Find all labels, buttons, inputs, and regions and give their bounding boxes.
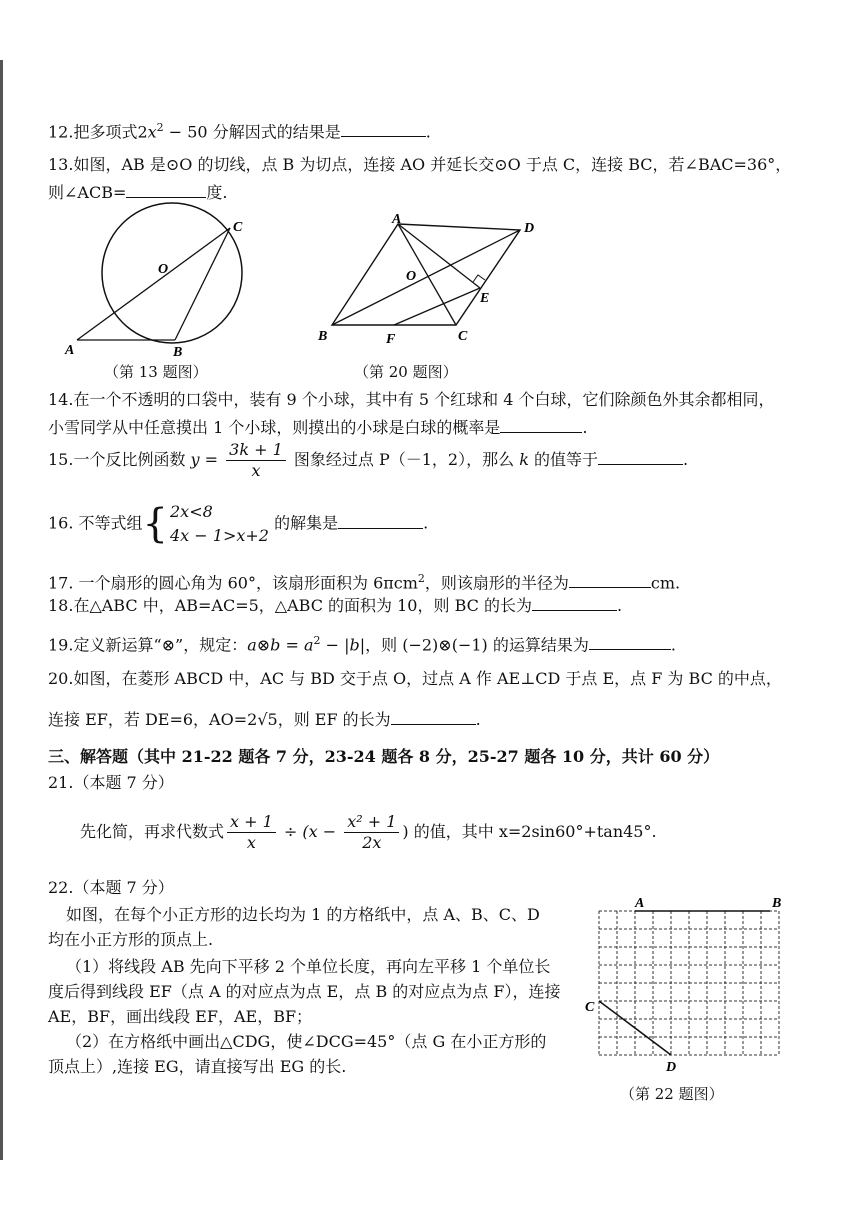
- question-14-line2: [48, 416, 587, 439]
- q14-answer-blank[interactable]: [500, 416, 582, 433]
- fig20-label-b: B: [318, 329, 328, 344]
- q15-text: 15.一个反比例函数: [48, 450, 191, 469]
- q16-text-post: 的解集是: [268, 513, 339, 533]
- q21-numerator-2: x² + 1: [344, 812, 399, 833]
- q22-para-2: 均在小正方形的顶点上.: [48, 930, 214, 949]
- q22-para-4: 度后得到线段 EF（点 A 的对应点为点 E，点 B 的对应点为点 F），连接: [48, 982, 561, 1001]
- q21-denominator-1: x: [246, 833, 256, 852]
- q21-div: ÷ (x −: [278, 822, 342, 841]
- q19-rule: a⊗b = a: [247, 635, 314, 655]
- q17-text-post: ，则该扇形的半径为: [424, 573, 569, 593]
- fig20-caption: （第 20 题图）: [354, 363, 458, 381]
- q19-text-mid: ，则 (−2)⊗(−1) 的运算结果为: [365, 635, 589, 655]
- question-21-header: 21.（本题 7 分）: [48, 773, 174, 792]
- fig13-caption: （第 13 题图）: [104, 363, 208, 381]
- q18-end: .: [616, 596, 623, 615]
- q17-unit: cm.: [650, 573, 681, 593]
- fig13-label-a: A: [65, 343, 75, 358]
- q18-text: 18.在△ABC 中，AB=AC=5，△ABC 的面积为 10，则 BC 的长为: [48, 596, 532, 615]
- q13-text-post: 度.: [206, 183, 228, 202]
- q16-text: 16. 不等式组: [48, 513, 143, 533]
- question-15: [48, 440, 688, 481]
- q20-text-post: ，则 EF 的长为: [277, 710, 391, 729]
- fig20-right-angle: [473, 275, 485, 282]
- q19-answer-blank[interactable]: [589, 633, 671, 650]
- q17-text: 17. 一个扇形的圆心角为 60°，该扇形面积为 6πcm: [48, 573, 418, 593]
- q15-y: y: [190, 450, 200, 469]
- q20-text: 连接 EF，若 DE=6，AO=: [48, 710, 248, 729]
- q21-text: 先化简，再求代数式: [80, 822, 225, 841]
- q15-fraction: [226, 440, 286, 481]
- q16-end: .: [423, 513, 429, 533]
- fig22-grid-lines: [599, 911, 779, 1055]
- q12-exp: 2: [156, 121, 164, 134]
- q21-numerator-1: x + 1: [227, 812, 276, 833]
- q20-value: 2√5: [247, 710, 278, 729]
- fig22-caption: （第 22 题图）: [620, 1085, 724, 1103]
- q16-inequality-1: 2x<8: [170, 502, 213, 521]
- question-16: [48, 500, 428, 548]
- question-13-line1: 13.如图，AB 是⊙O 的切线，点 B 为切点，连接 AO 并延长交⊙O 于点 C，连接 BC，若∠BAC=36°，: [48, 155, 792, 174]
- q15-numerator: 3k + 1: [226, 440, 286, 461]
- fig20-label-a: A: [392, 212, 402, 227]
- q17-sup: 2: [417, 572, 425, 585]
- q12-answer-blank[interactable]: [341, 120, 426, 137]
- q15-answer-blank[interactable]: [598, 448, 683, 465]
- q21-fraction-2: [344, 812, 399, 853]
- fig20-label-d: D: [524, 221, 535, 236]
- fig22-label-d: D: [666, 1060, 677, 1073]
- figure-22-grid: [582, 893, 802, 1073]
- q12-text: 12.把多项式: [48, 122, 138, 142]
- fig22-label-a: A: [635, 896, 645, 911]
- q17-answer-blank[interactable]: [569, 571, 651, 588]
- q15-end: .: [683, 450, 689, 469]
- q16-brace: {: [142, 501, 168, 547]
- fig20-label-o: O: [406, 269, 417, 284]
- q22-para-6: （2）在方格纸中画出△CDG，使∠DCG=45°（点 G 在小正方形的: [66, 1032, 547, 1051]
- question-21: [80, 812, 657, 853]
- q19-rule-b: − |b|: [320, 635, 366, 655]
- fig20-label-c: C: [458, 329, 468, 344]
- question-17: [48, 568, 680, 594]
- page-left-border: [0, 60, 3, 1160]
- q19-rule-sup: 2: [313, 634, 321, 647]
- q15-text-mid: 图象经过点 P（－1，2），那么: [288, 450, 520, 469]
- q16-system: [170, 500, 269, 548]
- q21-text-post: ) 的值，其中 x=2sin60°+tan45°.: [402, 822, 657, 841]
- fig13-label-b: B: [173, 345, 183, 360]
- question-14-line1: 14.在一个不透明的口袋中，装有 9 个小球，其中有 5 个红球和 4 个白球，它们除颜色外其余都相同，: [48, 390, 775, 409]
- figure-20: [310, 210, 550, 345]
- question-12: [48, 117, 431, 143]
- q19-text: 19.定义新运算“⊗”，规定：: [48, 635, 248, 655]
- q13-answer-blank[interactable]: [126, 181, 206, 198]
- q12-end: .: [425, 122, 431, 142]
- q16-inequality-2: 4x − 1>x+2: [170, 526, 269, 545]
- fig20-line-ef: [394, 288, 480, 325]
- fig20-label-e: E: [480, 291, 490, 306]
- q21-denominator-2: 2x: [362, 833, 382, 852]
- q12-text-post: 分解因式的结果是: [207, 122, 341, 142]
- fig13-circle: [102, 203, 242, 343]
- q16-answer-blank[interactable]: [338, 512, 423, 529]
- fig13-label-o: O: [158, 262, 169, 277]
- figure-13: [55, 198, 265, 363]
- q20-end: .: [475, 710, 481, 729]
- fig22-label-b: B: [772, 896, 782, 911]
- fig13-line-ac: [77, 228, 230, 340]
- q19-end: .: [670, 635, 676, 655]
- q21-fraction-1: [227, 812, 276, 853]
- q20-answer-blank[interactable]: [391, 708, 476, 725]
- fig20-label-f: F: [386, 332, 396, 345]
- question-19: [48, 630, 676, 656]
- q14-text: 小雪同学从中任意摸出 1 个小球，则摸出的小球是白球的概率是: [48, 418, 501, 437]
- q15-denominator: x: [251, 461, 261, 480]
- q13-text: 则∠ACB=: [48, 183, 127, 202]
- question-20-line2: [48, 708, 481, 731]
- question-20-line1: 20.如图，在菱形 ABCD 中，AC 与 BD 交于点 O，过点 A 作 AE⊥CD 于点 E，点 F 为 BC 的中点，: [48, 669, 782, 688]
- fig22-label-c: C: [585, 1000, 595, 1015]
- q12-const: − 50: [163, 122, 208, 142]
- q22-para-7: 顶点上）,连接 EG，请直接写出 EG 的长.: [48, 1057, 347, 1076]
- q22-para-5: AE，BF，画出线段 EF，AE，BF；: [48, 1007, 313, 1026]
- q22-para-3: （1）将线段 AB 先向下平移 2 个单位长度，再向左平移 1 个单位长: [66, 957, 551, 976]
- q22-para-1: 如图，在每个小正方形的边长均为 1 的方格纸中，点 A、B、C、D: [66, 905, 540, 924]
- fig20-rhombus: [332, 224, 520, 325]
- question-22-header: 22.（本题 7 分）: [48, 878, 174, 897]
- q15-eq: =: [199, 450, 224, 469]
- q14-end: .: [582, 418, 588, 437]
- fig13-label-c: C: [233, 220, 243, 235]
- question-18: [48, 594, 622, 617]
- q12-coef: 2: [137, 122, 148, 142]
- q15-k: k: [519, 450, 529, 469]
- section-3-title: 三、解答题（其中 21-22 题各 7 分，23-24 题各 8 分，25-27 题各 10 分，共计 60 分）: [48, 747, 720, 766]
- q15-text-post: 的值等于: [528, 450, 598, 469]
- q18-answer-blank[interactable]: [532, 594, 617, 611]
- q12-var: x: [147, 122, 157, 142]
